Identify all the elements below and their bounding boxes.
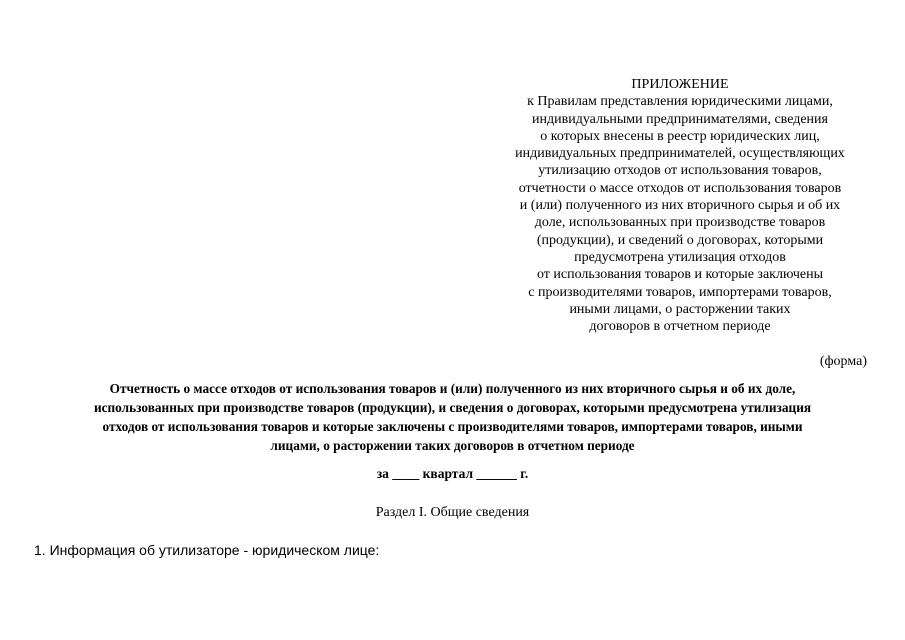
appendix-line: индивидуальных предпринимателей, осуществляющих [515,146,845,162]
appendix-line: от использования товаров и которые заключены [536,267,824,283]
title-line: использованных при производстве товаров (продукции), и сведения о договорах, которыми предусмотрена утилизация [93,400,812,415]
form-mark: (форма) [819,354,867,369]
item-1-heading: 1. Информация об утилизаторе - юридическом лице: [34,542,380,558]
appendix-line: о которых внесены в реестр юридических лиц, [540,128,820,144]
appendix-line: к Правилам представления юридическими лицами, [527,94,833,110]
document-title [20,379,885,455]
reporting-period: за ____ квартал ______ г. [376,466,529,481]
appendix-line: иными лицами, о расторжении таких [569,301,791,317]
appendix-line: отчетности о массе отходов от использования товаров [518,180,842,196]
appendix-heading: ПРИЛОЖЕНИЕ [631,77,729,92]
appendix-line: утилизацию отходов от использования товаров, [538,163,822,179]
title-line: Отчетность о массе отходов от использования товаров и (или) полученного из них вторичного сырья и об их доле, [109,381,796,396]
appendix-line: индивидуальными предпринимателями, сведения [532,111,828,127]
appendix-line: с производителями товаров, импортерами товаров, [528,284,832,300]
appendix-line: предусмотрена утилизация отходов [574,249,786,265]
appendix-line: (продукции), и сведений о договорах, которыми [536,232,824,248]
appendix-line: доле, использованных при производстве товаров [534,215,826,231]
appendix-line: договоров в отчетном периоде [589,319,771,335]
title-line: лицами, о расторжении таких договоров в отчетном периоде [270,438,635,453]
appendix-block [480,76,880,335]
appendix-line: и (или) полученного из них вторичного сырья и об их [519,198,841,214]
section-heading: Раздел I. Общие сведения [375,505,530,520]
title-line: отходов от использования товаров и которые заключены с производителями товаров, импортерами товаров, иными [102,419,803,434]
